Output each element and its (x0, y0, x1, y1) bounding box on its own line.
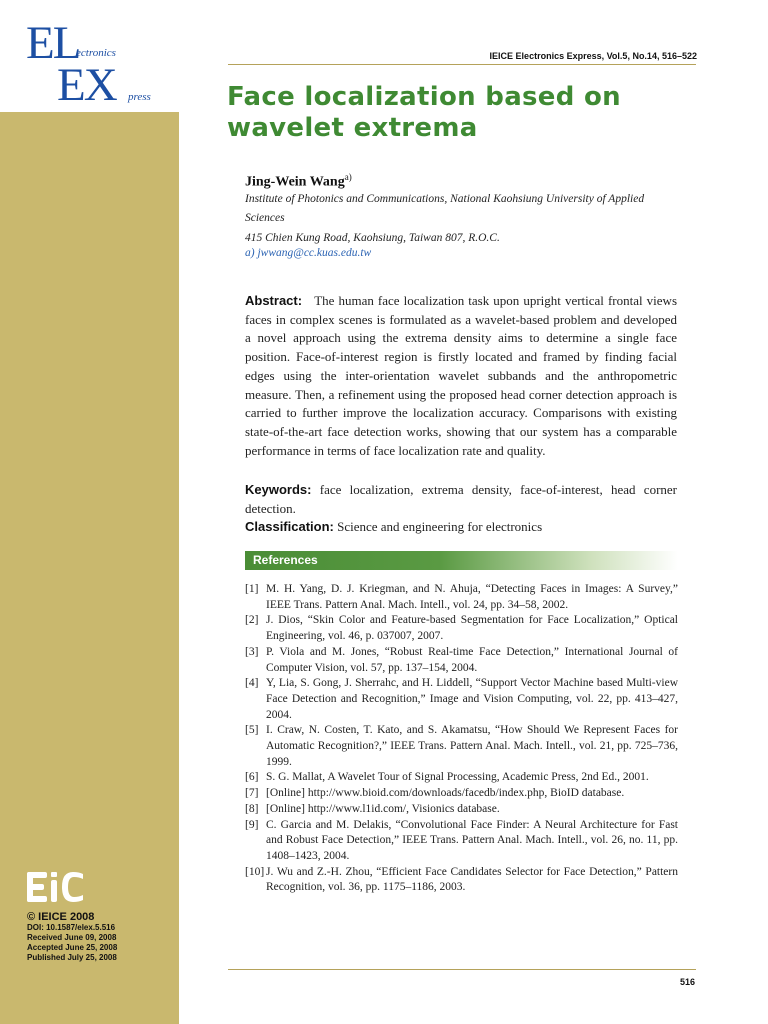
header-rule (228, 64, 696, 65)
journal-logo-el: EL (26, 17, 80, 69)
journal-logo-ex: EX (57, 59, 116, 111)
author-email-link[interactable]: a) jwwang@cc.kuas.edu.tw (245, 247, 372, 259)
affiliation-institution: Institute of Photonics and Communications, National Kaohsiung University of Applied Sciences (245, 193, 645, 224)
copyright-notice: © IEICE 2008 (27, 911, 95, 923)
eic-logo-icon (27, 870, 85, 904)
sidebar-logo-area (0, 0, 179, 112)
reference-list (245, 582, 678, 896)
page-number: 516 (679, 977, 695, 987)
reference-item: [9] C. Garcia and M. Delakis, “Convolutional Face Finder: A Neural Architecture for Fast and Robust Face Detection,” IEEE Trans. Pattern Anal. Mach. Intell., vol. 26, no. 11, pp. 1408–1423, 2004. (245, 818, 678, 862)
reference-item: [2] J. Dios, “Skin Color and Feature-based Segmentation for Face Localization,” Optical Engineering, vol. 46, p. 037007, 2007. (245, 614, 678, 643)
keywords-text: face localization, extrema density, face-of-interest, head corner detection. (245, 482, 678, 516)
references-header (245, 551, 678, 570)
doi-line: DOI: 10.1587/elex.5.516 (27, 923, 116, 932)
reference-item: [1] M. H. Yang, D. J. Kriegman, and N. Ahuja, “Detecting Faces in Images: A Survey,” IEEE Trans. Pattern Anal. Mach. Intell., vol. 24, pp. 34–58, 2002. (245, 583, 678, 611)
keywords-label: Keywords: (245, 482, 312, 497)
reference-item: [5] I. Craw, N. Costen, T. Kato, and S. Akamatsu, “How Should We Represent Faces for Automatic Recognition?,” IEEE Trans. Pattern Anal. Mach. Intell., vol. 21, pp. 725–736, 1999. (245, 724, 678, 768)
reference-item: [3] P. Viola and M. Jones, “Robust Real-time Face Detection,” International Journal of Computer Vision, vol. 57, pp. 137–154, 2004. (245, 645, 678, 674)
reference-item: [6] S. G. Mallat, A Wavelet Tour of Signal Processing, Academic Press, 2nd Ed., 2001. (245, 771, 649, 784)
affiliation-address: 415 Chien Kung Road, Kaohsiung, Taiwan 807, R.O.C. (245, 232, 500, 244)
journal-logo-el-small: ectronics (76, 47, 116, 59)
references-heading: References (253, 553, 318, 567)
published-date: Published July 25, 2008 (27, 953, 117, 962)
reference-item: [10] J. Wu and Z.-H. Zhou, “Efficient Face Candidates Selector for Face Detection,” Pattern Recognition, vol. 36, pp. 1175–1186, 2003. (245, 865, 678, 894)
paper-title: Face localization based on wavelet extrema (227, 82, 621, 143)
journal-logo-ex-small: press (128, 91, 151, 103)
classification-text: Science and engineering for electronics (337, 519, 543, 534)
publication-info (27, 911, 177, 963)
received-date: Received June 09, 2008 (27, 933, 117, 942)
reference-item: [7] [Online] http://www.bioid.com/downloads/facedb/index.php, BioID database. (245, 787, 625, 800)
author-name: Jing-Wein Wang$^{a)}$ (245, 172, 352, 190)
author-mark: a) (344, 172, 352, 182)
accepted-date: Accepted June 25, 2008 (27, 943, 118, 952)
classification-label: Classification: (245, 519, 334, 534)
abstract-label: Abstract: (245, 293, 303, 308)
journal-reference: IEICE Electronics Express, Vol.5, No.14, 516–522 (489, 51, 697, 61)
keywords (245, 481, 677, 518)
abstract-text: The human face localization task upon upright vertical frontal views faces in complex scenes is formulated as a wavelet-based problem and developed a novel approach using the extrema density aims to determine a single face position. Face-of-interest region is firstly located and framed by finding facial edges using the inter-orientation wavelet subbands and the anthropometric measure. Then, a refinement using the proposed head corner detection approach is carried to further improve the localization accuracy. Comparisons with existing state-of-the-art face detection works, showing that our system has a comparable performance in terms of face localization rate and quality. (245, 293, 678, 458)
abstract (245, 292, 677, 460)
reference-item: [8] [Online] http://www.l1id.com/, Visionics database. (245, 802, 500, 815)
reference-item: [4] Y, Lia, S. Gong, J. Sherrahc, and H. Liddell, “Support Vector Machine based Multi-view Face Detection and Recognition,” Image and Vision Computing, vol. 22, pp. 413–427, 2004. (245, 677, 678, 721)
classification (245, 518, 677, 537)
footer-rule (228, 969, 696, 970)
